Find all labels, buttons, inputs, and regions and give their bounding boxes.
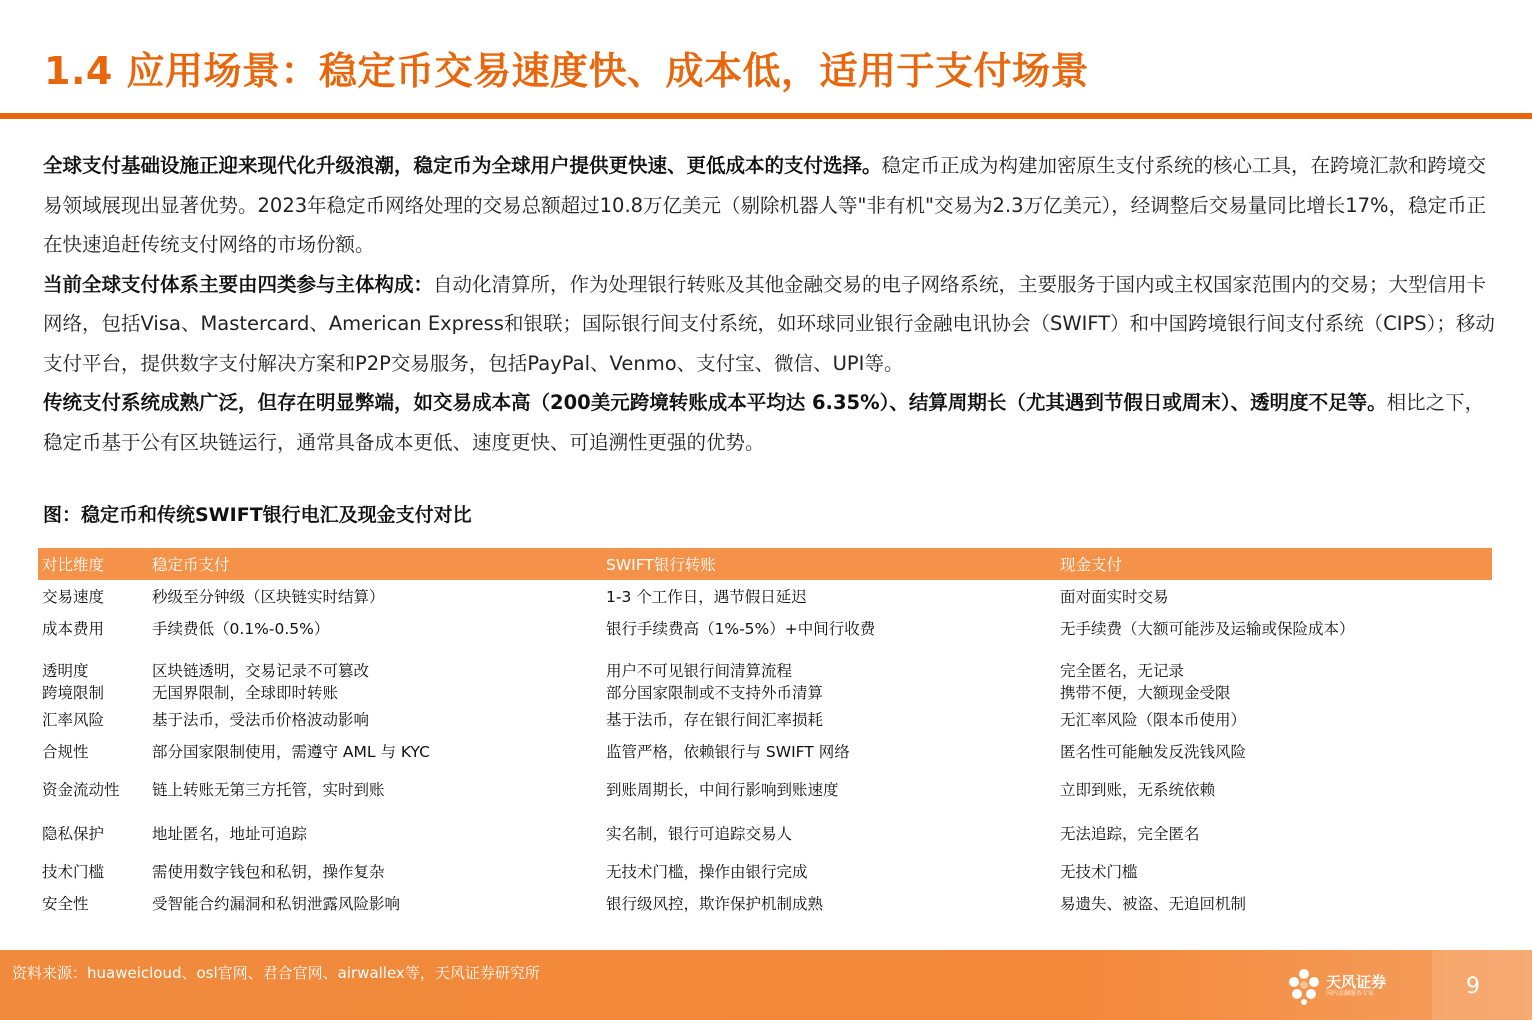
paragraph-lead: 当前全球支付体系主要由四类参与主体构成： bbox=[43, 272, 434, 296]
cell-cash: 无汇率风险（限本币使用） bbox=[1060, 711, 1247, 729]
row-label: 透明度 bbox=[42, 662, 89, 680]
company-logo bbox=[1286, 966, 1386, 1006]
row-label: 隐私保护 bbox=[42, 825, 105, 843]
table-row bbox=[38, 580, 1492, 612]
table-row bbox=[38, 767, 1492, 811]
cell-cash: 无法追踪，完全匿名 bbox=[1060, 825, 1200, 843]
title-divider bbox=[0, 113, 1532, 119]
row-label: 汇率风险 bbox=[42, 711, 105, 729]
cell-swift: 无技术门槛，操作由银行完成 bbox=[606, 863, 808, 881]
cell-swift: 用户不可见银行间清算流程 bbox=[606, 662, 793, 680]
logo-name: 天风证券 bbox=[1326, 973, 1387, 991]
paragraph-lead: 全球支付基础设施正迎来现代化升级浪潮，稳定币为全球用户提供更快速、更低成本的支付选择。 bbox=[43, 154, 882, 177]
table-row bbox=[38, 811, 1492, 855]
cell-cash: 完全匿名，无记录 bbox=[1060, 662, 1185, 680]
source-note: 资料来源：huaweicloud、osl官网、君合官网、airwallex等，天风证券研究所 bbox=[12, 964, 540, 982]
logo-tagline: 国内金融服务专家 bbox=[1326, 990, 1375, 997]
cell-swift: 监管严格，依赖银行与 SWIFT 网络 bbox=[606, 743, 850, 761]
header-cash: 现金支付 bbox=[1056, 548, 1492, 580]
cell-stablecoin: 受智能合约漏洞和私钥泄露风险影响 bbox=[152, 895, 401, 913]
row-label: 技术门槛 bbox=[42, 863, 105, 881]
cell-cash: 无技术门槛 bbox=[1060, 863, 1138, 881]
body-text bbox=[43, 146, 1495, 462]
cell-cash: 匿名性可能触发反洗钱风险 bbox=[1060, 743, 1247, 761]
comparison-table bbox=[38, 548, 1492, 919]
flower-logo-icon bbox=[1286, 966, 1322, 1006]
cell-swift: 部分国家限制或不支持外币清算 bbox=[606, 684, 824, 702]
header-dimension: 对比维度 bbox=[38, 548, 148, 580]
cell-stablecoin: 无国界限制，全球即时转账 bbox=[152, 684, 339, 702]
table-row bbox=[38, 681, 1492, 703]
row-label: 成本费用 bbox=[42, 620, 105, 638]
cell-stablecoin: 需使用数字钱包和私钥，操作复杂 bbox=[152, 863, 385, 881]
cell-cash: 携带不便，大额现金受限 bbox=[1060, 684, 1231, 702]
page-title: 1.4 应用场景：稳定币交易速度快、成本低，适用于支付场景 bbox=[44, 49, 1090, 93]
cell-swift: 银行手续费高（1%-5%）+中间行收费 bbox=[606, 620, 876, 638]
paragraph-3 bbox=[43, 383, 1495, 462]
page-number-panel bbox=[1432, 950, 1532, 1020]
table-row bbox=[38, 612, 1492, 644]
paragraph-1 bbox=[43, 146, 1495, 265]
row-label: 合规性 bbox=[42, 743, 89, 761]
paragraph-body: 稳定币正成为构建加密原生支付系统的核心工具，在跨境汇款和跨境交易领域展现出显著优势。2023年稳定币网络处理的交易总额超过10.8万亿美元（剔除机器人等"非有机"交易为2.3万亿美元），经调整后交易量同比增长17%，稳定币正在快速追赶传统支付网络的市场份额。 bbox=[43, 154, 1487, 256]
logo-text-block bbox=[1326, 974, 1386, 998]
cell-swift: 基于法币，存在银行间汇率损耗 bbox=[606, 711, 824, 729]
table-row bbox=[38, 644, 1492, 681]
row-label: 跨境限制 bbox=[42, 684, 105, 702]
paragraph-body: 相比之下，稳定币基于公有区块链运行，通常具备成本更低、速度更快、可追溯性更强的优势。 bbox=[43, 391, 1485, 454]
cell-cash: 立即到账，无系统依赖 bbox=[1060, 781, 1216, 799]
cell-swift: 到账周期长，中间行影响到账速度 bbox=[606, 781, 839, 799]
paragraph-lead: 传统支付系统成熟广泛，但存在明显弊端，如交易成本高（200美元跨境转账成本平均达 6.35%）、结算周期长（尤其遇到节假日或周末）、透明度不足等。 bbox=[43, 391, 1387, 414]
page-number: 9 bbox=[1466, 974, 1480, 999]
cell-stablecoin: 秒级至分钟级（区块链实时结算） bbox=[152, 588, 385, 606]
table-header-row bbox=[38, 548, 1492, 580]
table-row bbox=[38, 735, 1492, 767]
cell-stablecoin: 链上转账无第三方托管，实时到账 bbox=[152, 781, 385, 799]
cell-stablecoin: 手续费低（0.1%-0.5%） bbox=[152, 620, 330, 638]
table-row bbox=[38, 887, 1492, 919]
cell-swift: 1-3 个工作日，遇节假日延迟 bbox=[606, 588, 807, 606]
row-label: 安全性 bbox=[42, 895, 89, 913]
row-label: 资金流动性 bbox=[42, 781, 120, 799]
header-stablecoin: 稳定币支付 bbox=[148, 548, 602, 580]
cell-cash: 无手续费（大额可能涉及运输或保险成本） bbox=[1060, 620, 1355, 638]
row-label: 交易速度 bbox=[42, 588, 105, 606]
cell-cash: 易遗失、被盗、无追回机制 bbox=[1060, 895, 1247, 913]
footer-bar bbox=[0, 950, 1532, 1020]
figure-title: 图：稳定币和传统SWIFT银行电汇及现金支付对比 bbox=[43, 504, 472, 526]
table-row bbox=[38, 855, 1492, 887]
cell-stablecoin: 区块链透明，交易记录不可篡改 bbox=[152, 662, 370, 680]
cell-swift: 实名制，银行可追踪交易人 bbox=[606, 825, 793, 843]
paragraph-body: 自动化清算所，作为处理银行转账及其他金融交易的电子网络系统，主要服务于国内或主权国家范围内的交易；大型信用卡网络，包括Visa、Mastercard、American Express和银联；国际银行间支付系统，如环球同业银行金融电讯协会（SWIFT）和中国跨境银行间支付系统（CIPS）；移动支付平台，提供数字支付解决方案和P2P交易服务，包括PayPal、Venmo、支付宝、微信、UPI等。 bbox=[43, 272, 1495, 375]
cell-stablecoin: 部分国家限制使用，需遵守 AML 与 KYC bbox=[152, 743, 430, 761]
cell-stablecoin: 地址匿名，地址可追踪 bbox=[152, 825, 308, 843]
paragraph-2 bbox=[43, 265, 1495, 384]
table-row bbox=[38, 703, 1492, 735]
cell-cash: 面对面实时交易 bbox=[1060, 588, 1169, 606]
cell-stablecoin: 基于法币，受法币价格波动影响 bbox=[152, 711, 370, 729]
cell-swift: 银行级风控，欺诈保护机制成熟 bbox=[606, 895, 824, 913]
header-swift: SWIFT银行转账 bbox=[602, 548, 1056, 580]
